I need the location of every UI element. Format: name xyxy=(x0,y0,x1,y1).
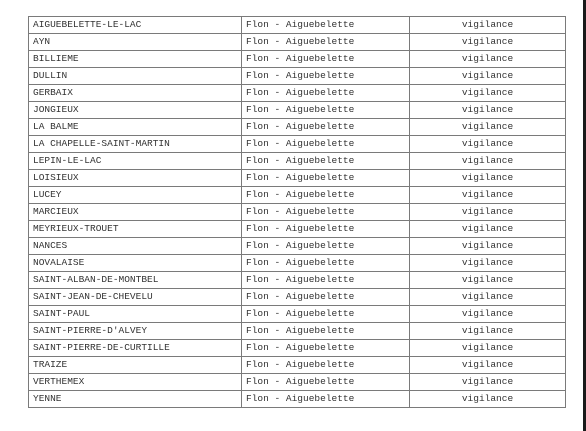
bassin-cell: Flon - Aiguebelette xyxy=(242,204,410,221)
communes-table-body xyxy=(29,17,566,408)
niveau-cell: vigilance xyxy=(410,255,566,272)
commune-cell: TRAIZE xyxy=(29,357,242,374)
niveau-cell: vigilance xyxy=(410,357,566,374)
table-row xyxy=(29,68,566,85)
niveau-cell: vigilance xyxy=(410,170,566,187)
bassin-cell: Flon - Aiguebelette xyxy=(242,102,410,119)
bassin-cell: Flon - Aiguebelette xyxy=(242,289,410,306)
table-row xyxy=(29,51,566,68)
bassin-cell: Flon - Aiguebelette xyxy=(242,238,410,255)
commune-cell: NOVALAISE xyxy=(29,255,242,272)
commune-cell: LEPIN-LE-LAC xyxy=(29,153,242,170)
bassin-cell: Flon - Aiguebelette xyxy=(242,340,410,357)
niveau-cell: vigilance xyxy=(410,51,566,68)
table-row xyxy=(29,340,566,357)
bassin-cell: Flon - Aiguebelette xyxy=(242,391,410,408)
bassin-cell: Flon - Aiguebelette xyxy=(242,306,410,323)
table-row xyxy=(29,102,566,119)
niveau-cell: vigilance xyxy=(410,119,566,136)
niveau-cell: vigilance xyxy=(410,204,566,221)
table-row xyxy=(29,323,566,340)
niveau-cell: vigilance xyxy=(410,17,566,34)
niveau-cell: vigilance xyxy=(410,85,566,102)
niveau-cell: vigilance xyxy=(410,306,566,323)
bassin-cell: Flon - Aiguebelette xyxy=(242,34,410,51)
niveau-cell: vigilance xyxy=(410,238,566,255)
commune-cell: SAINT-PAUL xyxy=(29,306,242,323)
commune-cell: SAINT-ALBAN-DE-MONTBEL xyxy=(29,272,242,289)
commune-cell: AYN xyxy=(29,34,242,51)
niveau-cell: vigilance xyxy=(410,272,566,289)
table-row xyxy=(29,153,566,170)
commune-cell: LUCEY xyxy=(29,187,242,204)
commune-cell: NANCES xyxy=(29,238,242,255)
niveau-cell: vigilance xyxy=(410,340,566,357)
niveau-cell: vigilance xyxy=(410,289,566,306)
bassin-cell: Flon - Aiguebelette xyxy=(242,357,410,374)
niveau-cell: vigilance xyxy=(410,221,566,238)
table-row xyxy=(29,85,566,102)
commune-cell: LOISIEUX xyxy=(29,170,242,187)
commune-cell: SAINT-JEAN-DE-CHEVELU xyxy=(29,289,242,306)
niveau-cell: vigilance xyxy=(410,68,566,85)
commune-cell: LA BALME xyxy=(29,119,242,136)
commune-cell: MEYRIEUX-TROUET xyxy=(29,221,242,238)
bassin-cell: Flon - Aiguebelette xyxy=(242,17,410,34)
commune-cell: SAINT-PIERRE-D'ALVEY xyxy=(29,323,242,340)
commune-cell: SAINT-PIERRE-DE-CURTILLE xyxy=(29,340,242,357)
commune-cell: BILLIEME xyxy=(29,51,242,68)
commune-cell: LA CHAPELLE-SAINT-MARTIN xyxy=(29,136,242,153)
commune-cell: GERBAIX xyxy=(29,85,242,102)
niveau-cell: vigilance xyxy=(410,34,566,51)
table-row xyxy=(29,255,566,272)
table-row xyxy=(29,119,566,136)
communes-table xyxy=(28,16,566,408)
table-row xyxy=(29,374,566,391)
bassin-cell: Flon - Aiguebelette xyxy=(242,272,410,289)
commune-cell: DULLIN xyxy=(29,68,242,85)
table-row xyxy=(29,204,566,221)
bassin-cell: Flon - Aiguebelette xyxy=(242,153,410,170)
table-row xyxy=(29,187,566,204)
bassin-cell: Flon - Aiguebelette xyxy=(242,119,410,136)
niveau-cell: vigilance xyxy=(410,374,566,391)
table-row xyxy=(29,272,566,289)
bassin-cell: Flon - Aiguebelette xyxy=(242,374,410,391)
commune-cell: VERTHEMEX xyxy=(29,374,242,391)
table-row xyxy=(29,357,566,374)
bassin-cell: Flon - Aiguebelette xyxy=(242,255,410,272)
niveau-cell: vigilance xyxy=(410,323,566,340)
bassin-cell: Flon - Aiguebelette xyxy=(242,170,410,187)
niveau-cell: vigilance xyxy=(410,153,566,170)
niveau-cell: vigilance xyxy=(410,391,566,408)
niveau-cell: vigilance xyxy=(410,102,566,119)
niveau-cell: vigilance xyxy=(410,187,566,204)
bassin-cell: Flon - Aiguebelette xyxy=(242,187,410,204)
bassin-cell: Flon - Aiguebelette xyxy=(242,85,410,102)
bassin-cell: Flon - Aiguebelette xyxy=(242,68,410,85)
table-row xyxy=(29,238,566,255)
bassin-cell: Flon - Aiguebelette xyxy=(242,221,410,238)
commune-cell: YENNE xyxy=(29,391,242,408)
table-row xyxy=(29,136,566,153)
commune-cell: JONGIEUX xyxy=(29,102,242,119)
bassin-cell: Flon - Aiguebelette xyxy=(242,51,410,68)
commune-cell: MARCIEUX xyxy=(29,204,242,221)
table-row xyxy=(29,17,566,34)
bassin-cell: Flon - Aiguebelette xyxy=(242,323,410,340)
table-row xyxy=(29,391,566,408)
table-row xyxy=(29,34,566,51)
niveau-cell: vigilance xyxy=(410,136,566,153)
table-row xyxy=(29,170,566,187)
table-row xyxy=(29,221,566,238)
bassin-cell: Flon - Aiguebelette xyxy=(242,136,410,153)
commune-cell: AIGUEBELETTE-LE-LAC xyxy=(29,17,242,34)
table-row xyxy=(29,306,566,323)
table-row xyxy=(29,289,566,306)
